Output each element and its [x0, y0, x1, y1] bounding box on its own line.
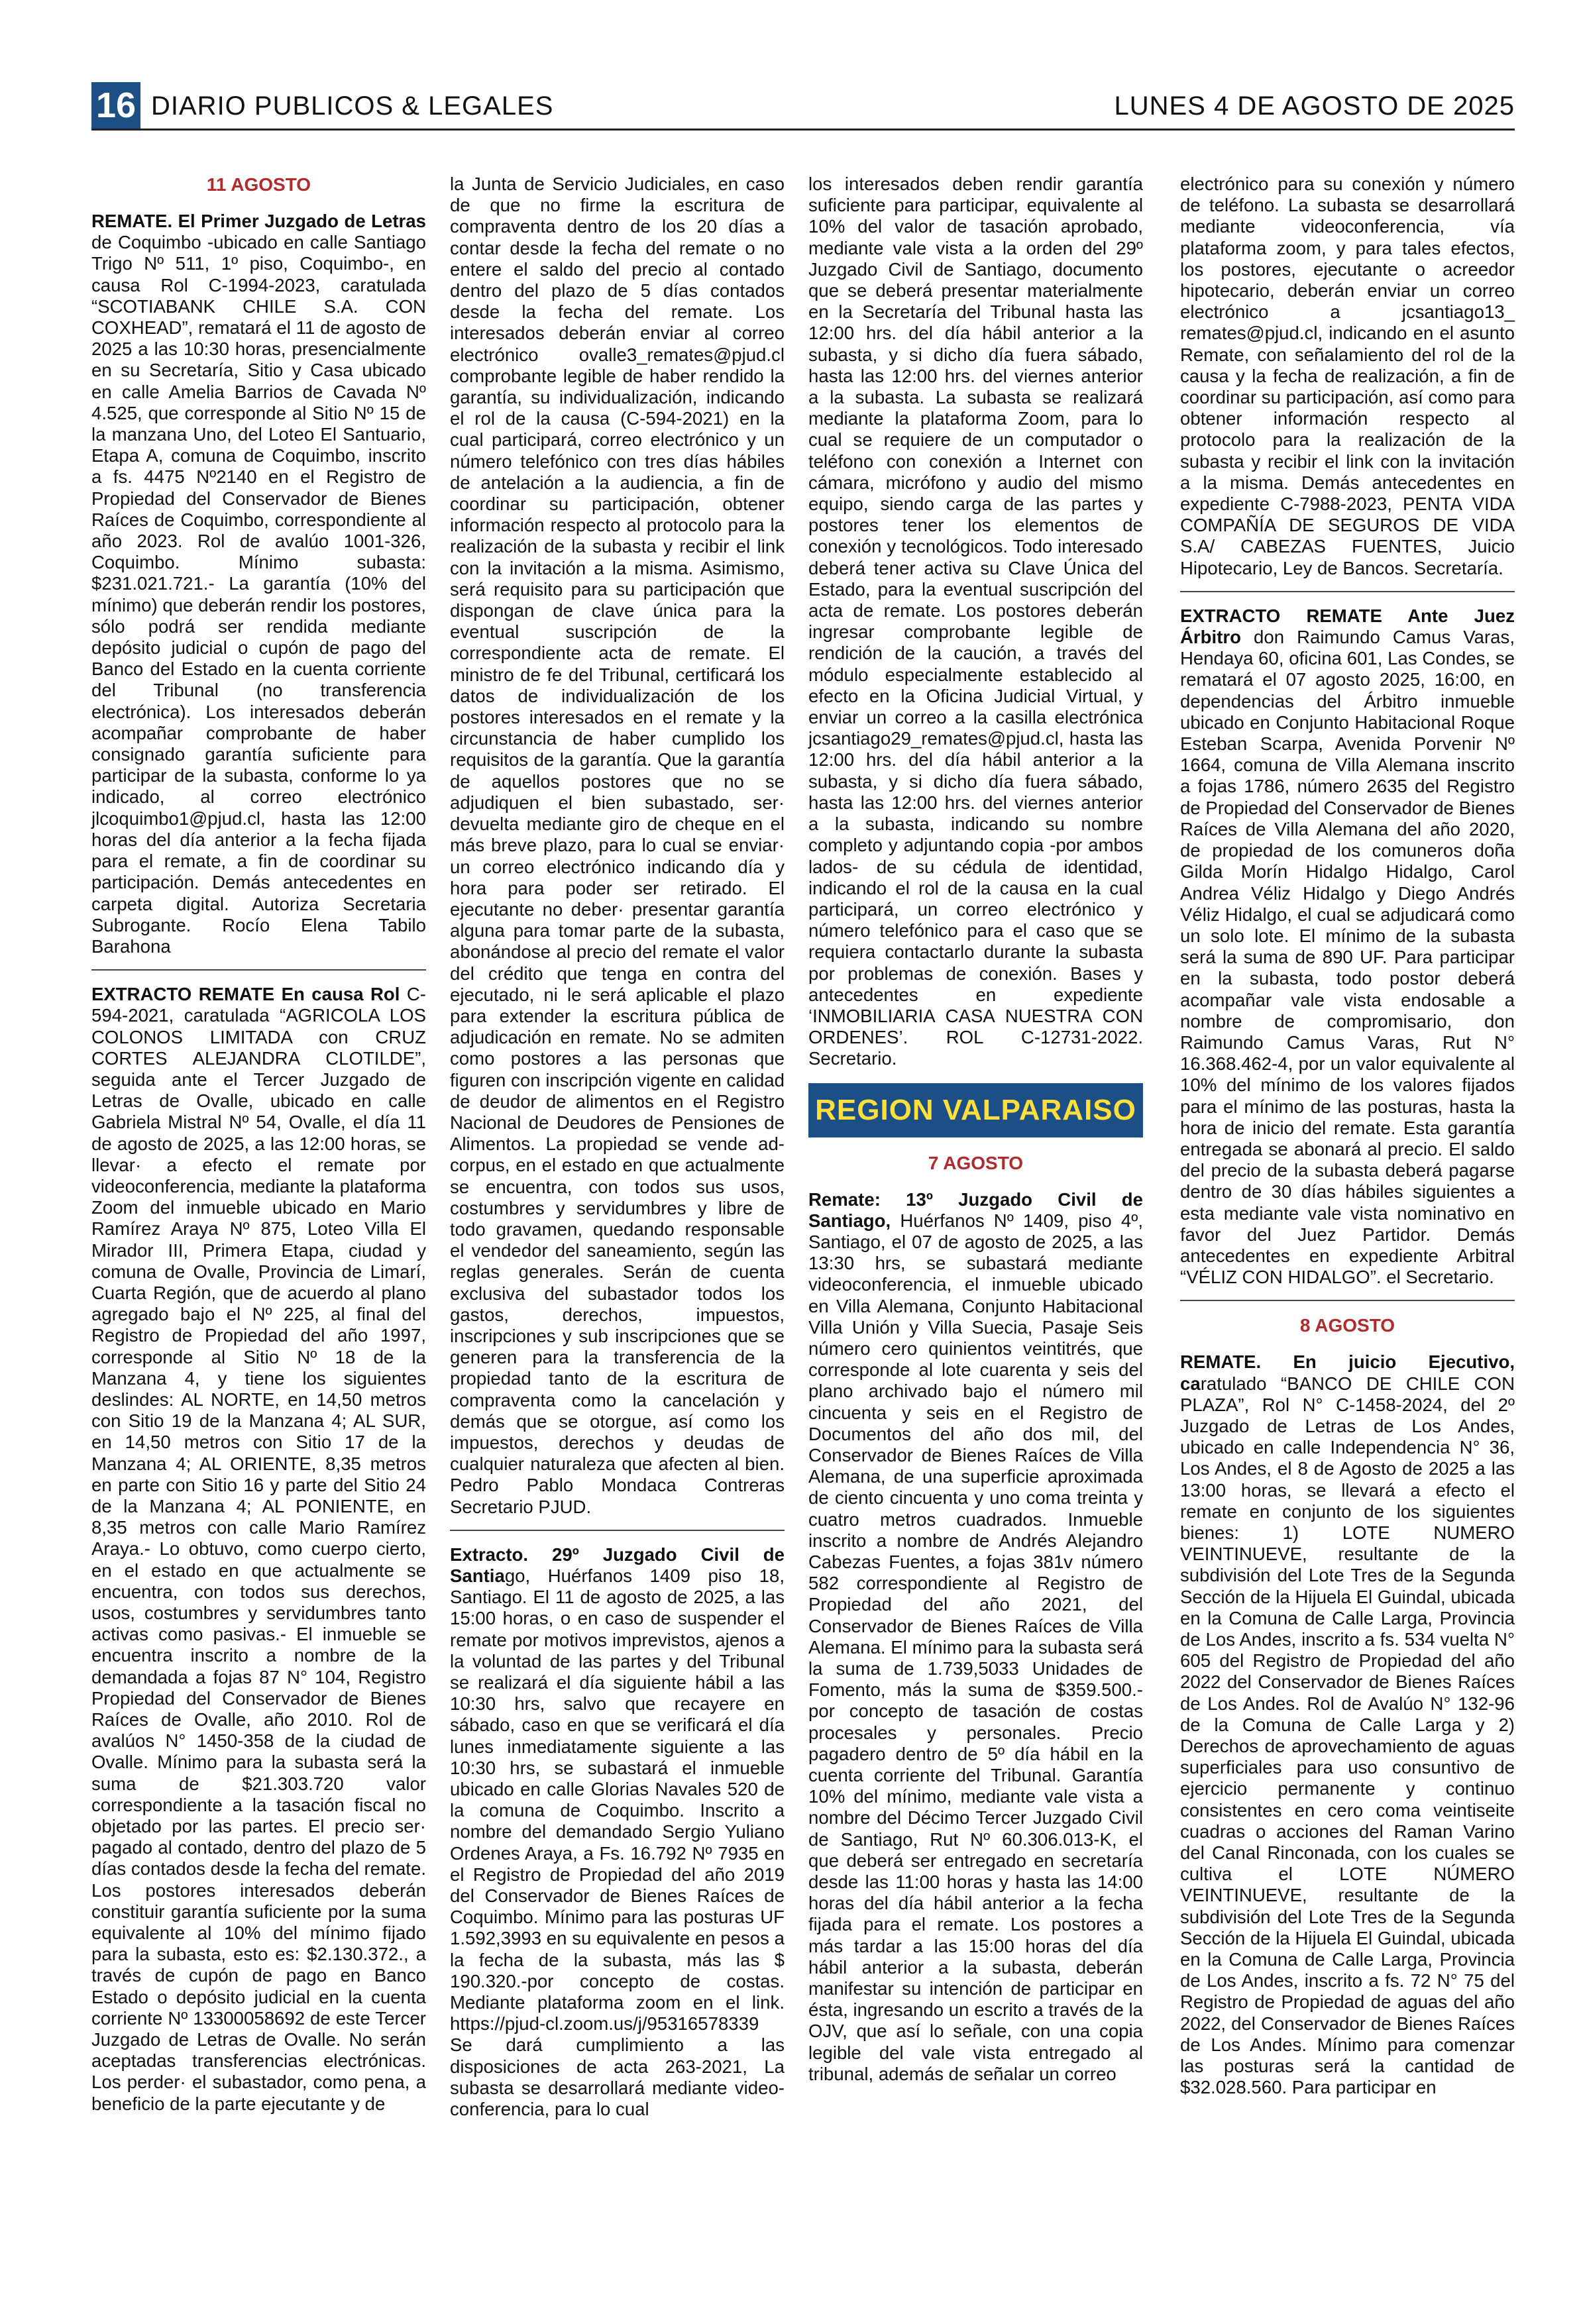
- column-2: [450, 174, 785, 2120]
- page-number: 16: [91, 82, 140, 129]
- notice-body: ratulado “BANCO DE CHILE CON PLAZA”, Rol N° C-1458-2024, del 2º Juzgado de Letras de Los Andes, ubicado en calle Independencia N° 36, Los Andes, el 8 de Agosto de 2025 a las 13:00 horas, se llevará a efecto el remate en conjunto de los siguientes bienes: 1) LOTE NUMERO VEINTINUEVE, resultante de la subdivisión del Lote Tres de la Segunda Sección de la Hijuela El Guindal, ubicada en la Comuna de Calle Larga, Provincia de Los Andes, inscrito a fs. 534 vuelta N° 605 del Registro de Propiedad del año 2022 del Conservador de Bienes Raíces de Los Andes. Rol de Avalúo N° 132-96 de la Comuna de Calle Larga y 2) Derechos de aprovechamiento de aguas superficiales para uso consuntivo de ejercicio permanente y continuo consistentes en cero coma veintiseite cuadras o acciones del Raman Varino del Canal Rinconada, con los cuales se cultiva el LOTE NÚMERO VEINTINUEVE, resultante de la subdivisión del Lote Tres de la Segunda Sección de la Hijuela El Guindal, ubicada en la Comuna de Calle Larga, Provincia de Los Andes, inscrito a fs. 72 N° 75 del Registro de Propiedad de aguas del año 2022, del Conservador de Bienes Raíces de Los Andes. Mínimo para comenzar las posturas será la cantidad de $32.028.560. Para participar en: [1180, 1373, 1515, 2098]
- notice-extracto-arbitro: [1180, 606, 1515, 1289]
- date-heading: 8 AGOSTO: [1299, 1315, 1395, 1336]
- notice-body: go, Huérfanos 1409 piso 18, Santiago. El 11 de agosto de 2025, a las 15:00 horas, o en caso de suspender el remate por motivos imprevistos, ajenos a la voluntad de las partes y del Tribunal se realizará el día siguiente hábil a las 10:30 hrs, salvo que recayere en sábado, caso en que se verificará el día lunes inmediatamente siguiente a las 10:30 hrs, se subastará el inmueble ubicado en calle Glorias Navales 520 de la comuna de Coquimbo. Inscrito a nombre del demandado Sergio Yuliano Ordenes Araya, a Fs. 16.792 Nº 7935 en el Registro de Propiedad del año 2019 del Conservador de Bienes Raíces de Coquimbo. Mínimo para las posturas UF 1.592,3993 en su equivalente en pesos a la fecha de la subasta, más las $ 190.320.-por concepto de costas. Mediante plataforma zoom en el link. https://pjud-cl.zoom.us/j/95316578339 Se dará cumplimiento a las disposiciones de acta 263-2021, La subasta se desarrollará mediante video-conferencia, para lo cual: [450, 1565, 785, 2120]
- notice-lead: REMATE. El Primer Juzgado de Letras: [91, 211, 426, 231]
- notice-body: los interesados deben rendir garantía suficiente para participar, equivalente al 10% del valor de tasación aprobado, mediante vale vista a la orden del 29º Juzgado Civil de Santiago, documento que se deberá presentar materialmente en la Secretaría del Tribunal hasta las 12:00 hrs. del día hábil anterior a la subasta, y si dicho día fuera sábado, hasta las 12:00 hrs. del viernes anterior a la subasta. La subasta se realizará mediante la plataforma Zoom, para lo cual se requiere de un computador o teléfono con conexión a Internet con cámara, micrófono y audio del mismo equipo, siendo carga de las partes y postores tener los elementos de conexión y tecnológicos. Todo interesado deberá tener activa su Clave Única del Estado, para la eventual suscripción del acta de remate. Los postores deberán ingresar comprobante legible de rendición de la caución, a través del módulo especialmente establecido al efecto en la Oficina Judicial Virtual, y enviar un correo a la casilla electrónica jcsantiago29_remates@pjud.cl, hasta las 12:00 hrs. del día hábil anterior a la subasta, y si dicho día fuera sábado, hasta las 12:00 hrs. del viernes anterior a la subasta, indicando su nombre completo y adjuntando copia -por ambos lados- de su cédula de identidad, indicando el rol de la causa en la cual participará, un correo electrónico y número telefónico para el caso que se requiera contactarlo durante la subasta por problemas de conexión. Bases y antecedentes en expediente ‘INMOBILIARIA CASA NUESTRA CON ORDENES’. ROL C-12731-2022. Secretario.: [808, 174, 1143, 1069]
- notice-remate-los-andes: [1180, 1351, 1515, 2098]
- date-heading: 7 AGOSTO: [928, 1152, 1024, 1173]
- notice-body: C-594-2021, caratulada “AGRICOLA LOS COLONOS LIMITADA con CRUZ CORTES ALEJANDRA CLOTILDE”, seguida ante el Tercer Juzgado de Letras de Ovalle, ubicado en calle Gabriela Mistral Nº 54, Ovalle, el día 11 de agosto de 2025, a las 12:00 horas, se llevar· a efecto el remate por videoconferencia, mediante la plataforma Zoom del inmueble ubicado en Mario Ramírez Araya Nº 875, Loteo Villa El Mirador III, Primera Etapa, ciudad y comuna de Ovalle, Provincia de Limarí, Cuarta Región, que de acuerdo al plano agregado bajo el Nº 225, al final del Registro de Propiedad del año 1997, corresponde al Sitio Nº 18 de la Manzana 4, y tiene los siguientes deslindes: AL NORTE, en 14,50 metros con Sitio 19 de la Manzana 4; AL SUR, en 14,50 metros con Sitio 17 de la Manzana 4; AL ORIENTE, 8,35 metros en parte con Sitio 16 y parte del Sitio 24 de la Manzana 4; AL PONIENTE, en 8,35 metros con calle Mario Ramírez Araya.- Lo obtuvo, como cuerpo cierto, en el estado en que actualmente se encuentra, con todos sus derechos, usos, costumbres y servidumbres tanto activas como pasivas.- El inmueble se encuentra inscrito a nombre de la demandada a fojas 87 N° 104, Registro Propiedad del Conservador de Bienes Raíces de Ovalle, año 2010. Rol de avalúos N° 1450-358 de la ciudad de Ovalle. Mínimo para la subasta será la suma de $21.303.720 valor correspondiente a la tasación fiscal no objetado por las partes. El precio ser· pagado al contado, dentro del plazo de 5 días contados desde la fecha del remate. Los postores interesados deberán constituir garantía suficiente por la suma equivalente al 10% del mínimo fijado para la subasta, esto es: $2.130.372., a través de cupón de pago en Banco Estado o depósito judicial en la cuenta corriente Nº 13300058692 de este Tercer Juzgado de Letras de Ovalle. No serán aceptadas transferencias electrónicas. Los perder· el subastador, como pena, a beneficio de la parte ejecutante y de: [91, 984, 426, 2114]
- notice-body: don Raimundo Camus Varas, Hendaya 60, oficina 601, Las Condes, se rematará el 07 agosto 2025, 16:00, en dependencias del Árbitro inmueble ubicado en Conjunto Habitacional Roque Esteban Scarpa, Avenida Porvenir Nº 1664, comuna de Villa Alemana inscrito a fojas 1786, número 2635 del Registro de Propiedad del Conservador de Bienes Raíces de Villa Alemana del año 2020, de propiedad de los comuneros doña Gilda Morín Hidalgo Hidalgo, Carol Andrea Véliz Hidalgo y Diego Andrés Véliz Hidalgo, el cual se adjudicará como un solo lote. El mínimo de la subasta será la suma de 890 UF. Para participar en la subasta, todo postor deberá acompañar vale vista endosable a nombre de compromisario, don Raimundo Camus Varas, Rut N° 16.368.462-4, por un valor equivalente al 10% del mínimo de los valores fijados para el mínimo de las posturas, hasta la hora de inicio del remate. Esta garantía entregada se abonará al precio. El saldo del precio de la subasta deberá pagarse dentro de 30 días hábiles siguientes a esta mediante vale vista nominativo en favor del Juez Partidor. Demás antecedentes en expediente Arbitral “VÉLIZ CON HIDALGO”. el Secretario.: [1180, 627, 1515, 1288]
- notice-extracto-ovalle: [91, 984, 426, 2115]
- column-3: [808, 174, 1143, 2085]
- region-banner: REGION VALPARAISO: [808, 1083, 1143, 1137]
- notice-extracto-ovalle-cont: [450, 174, 785, 1518]
- notice-body: de Coquimbo -ubicado en calle Santiago Trigo Nº 511, 1º piso, Coquimbo-, en causa Rol C-1994-2023, caratulada “SCOTIABANK CHILE S.A. CON COXHEAD”, rematará el 11 de agosto de 2025 a las 10:30 horas, presencialmente en su Secretaría, Sitio y Casa ubicado en calle Amelia Barrios de Cavada Nº 4.525, que corresponde al Sitio Nº 15 de la manzana Uno, del Loteo El Santuario, Etapa A, comuna de Coquimbo, inscrito a fs. 4475 Nº2140 en el Registro de Propiedad del Conservador de Bienes Raíces de Coquimbo, correspondiente al año 2023. Rol de avalúo 1001-326, Coquimbo. Mínimo subasta: $231.021.721.- La garantía (10% del mínimo) que deberán rendir los postores, sólo podrá ser rendida mediante depósito judicial o cupón de pago del Banco del Estado en la cuenta corriente del Tribunal (no transferencia electrónica). Los interesados deberán acompañar comprobante de haber consignado garantía suficiente para participar de la subasta, conforme lo ya indicado, al correo electrónico jlcoquimbo1@pjud.cl, hasta las 12:00 horas del día anterior a la fecha fijada para el remate, a fin de coordinar su participación. Demás antecedentes en carpeta digital. Autoriza Secretaria Subrogante. Rocío Elena Tabilo Barahona: [91, 232, 426, 957]
- notice-lead: EXTRACTO REMATE En causa Rol: [91, 984, 400, 1005]
- notice-remate-santiago-13: [808, 1189, 1143, 2086]
- header-rule: [91, 129, 1515, 131]
- notice-lead: EXTRACTO REMATE Ante Juez Árbitro: [1180, 605, 1515, 648]
- notice-body: electrónico para su conexión y número de teléfono. La subasta se desarrollará mediante videoconferencia, vía plataforma zoom, y para tales efectos, los postores, ejecutante o acreedor hipotecario, deberán enviar un correo electrónico a jcsantiago13_ remates@pjud.cl, indicando en el asunto Remate, con señalamiento del rol de la causa y la fecha de realización, a fin de coordinar su participación, así como para obtener información respecto al protocolo para la realización de la subasta y recibir el link con la invitación a la misma. Demás antecedentes en expediente C-7988-2023, PENTA VIDA COMPAÑÍA DE SEGUROS DE VIDA S.A/ CABEZAS FUENTES, Juicio Hipotecario, Ley de Bancos. Secretaría.: [1180, 174, 1515, 578]
- notice-extracto-santiago-29: [450, 1544, 785, 2120]
- notice-lead: REMATE. En juicio Ejecutivo, ca: [1180, 1351, 1515, 1394]
- issue-date: LUNES 4 DE AGOSTO DE 2025: [1114, 91, 1515, 121]
- notice-divider: [1180, 591, 1515, 592]
- column-1: [91, 174, 426, 2115]
- notice-remate-santiago-13-cont: [1180, 174, 1515, 579]
- notice-remate-coquimbo: [91, 211, 426, 957]
- page-header: [91, 82, 1515, 129]
- notice-divider: [91, 969, 426, 971]
- publication-name: DIARIO PUBLICOS & LEGALES: [151, 91, 554, 121]
- notice-body: Huérfanos Nº 1409, piso 4º, Santiago, el 07 de agosto de 2025, a las 13:30 hrs, se subastará mediante videoconferencia, el inmueble ubicado en Villa Alemana, Conjunto Habitacional Villa Unión y Villa Suecia, Pasaje Seis número cero quinientos veintitrés, que corresponde al lote cuarenta y seis del plano archivado bajo el número mil cincuenta y seis en el Registro de Documentos del año dos mil, del Conservador de Bienes Raíces de Villa Alemana, de una superficie aproximada de ciento cincuenta y uno coma treinta y cuatro metros cuadrados. Inmueble inscrito a nombre de Andrés Alejandro Cabezas Fuentes, a fojas 381v número 582 correspondiente al Registro de Propiedad del año 2021, del Conservador de Bienes Raíces de Villa Alemana. El mínimo para la subasta será la suma de 1.739,5033 Unidades de Fomento, más la suma de $359.500.- por concepto de tasación de costas procesales y personales. Precio pagadero dentro de 5º día hábil en la cuenta corriente del Tribunal. Garantía 10% del mínimo, mediante vale vista a nombre del Décimo Tercer Juzgado Civil de Santiago, Rut Nº 60.306.013-K, el que deberá ser entregado en secretaría desde las 11:00 horas y hasta las 14:00 horas del día hábil anterior a la fecha fijada para el remate. Los postores a más tardar a las 15:00 horas del día hábil anterior a la subasta, deberán manifestar su intención de participar en ésta, ingresando un escrito a través de la OJV, que así lo señale, con una copia legible del vale vista entregado al tribunal, además de señalar un correo: [808, 1210, 1143, 2084]
- date-heading: 11 AGOSTO: [206, 174, 311, 195]
- notice-extracto-santiago-29-cont: [808, 174, 1143, 1070]
- notice-lead: Remate: 13º Juzgado Civil de Santiago,: [808, 1188, 1143, 1231]
- column-4: [1180, 174, 1515, 2098]
- notice-divider: [450, 1530, 785, 1531]
- notice-body: la Junta de Servicio Judiciales, en caso de que no firme la escritura de compraventa dentro de los 20 días a contar desde la fecha del remate o no entere el saldo del precio al contado dentro del plazo de 5 días contados desde la fecha del remate. Los interesados deberán enviar al correo electrónico ovalle3_remates@pjud.cl comprobante legible de haber rendido la garantía, su individualización, indicando el rol de la causa (C-594-2021) en la cual participará, correo electrónico y un número telefónico con tres días hábiles de antelación a la audiencia, a fin de coordinar su participación, obtener información respecto al protocolo para la realización de la subasta y recibir el link con la invitación a la misma. Asimismo, será requisito para su participación que dispongan de clave única para la eventual suscripción de la correspondiente acta de remate. El ministro de fe del Tribunal, certificará los datos de individualización de los postores interesados en el remate y la circunstancia de haber cumplido los requisitos de la garantía. Que la garantía de aquellos postores que no se adjudiquen el bien subastado, ser· devuelta mediante giro de cheque en el más breve plazo, para lo cual se enviar· un correo electrónico indicando día y hora para poder ser retirado. El ejecutante no deber· presentar garantía alguna para tomar parte de la subasta, abonándose al precio del remate el valor del crédito que tenga en contra del ejecutado, ni le será aplicable el plazo para extender la escritura pública de adjudicación en remate. No se admiten como postores a las personas que figuren con inscripción vigente en calidad de deudor de alimentos en el Registro Nacional de Deudores de Pensiones de Alimentos. La propiedad se vende ad-corpus, en el estado en que actualmente se encuentra, con todos sus usos, costumbres y servidumbres y libre de todo gravamen, quedando responsable el vendedor del saneamiento, según las reglas generales. Serán de cuenta exclusiva del subastador todos los gastos, derechos, impuestos, inscripciones y sub inscripciones que se generen para la transferencia de la propiedad tanto de la escritura de compraventa como la cancelación y demás que se otorgue, así como los impuestos, derechos y deudas de cualquier naturaleza que afecten al bien. Pedro Pablo Mondaca Contreras Secretario PJUD.: [450, 174, 785, 1517]
- notice-divider: [1180, 1300, 1515, 1301]
- notice-lead: Extracto. 29º Juzgado Civil de Santia: [450, 1544, 785, 1586]
